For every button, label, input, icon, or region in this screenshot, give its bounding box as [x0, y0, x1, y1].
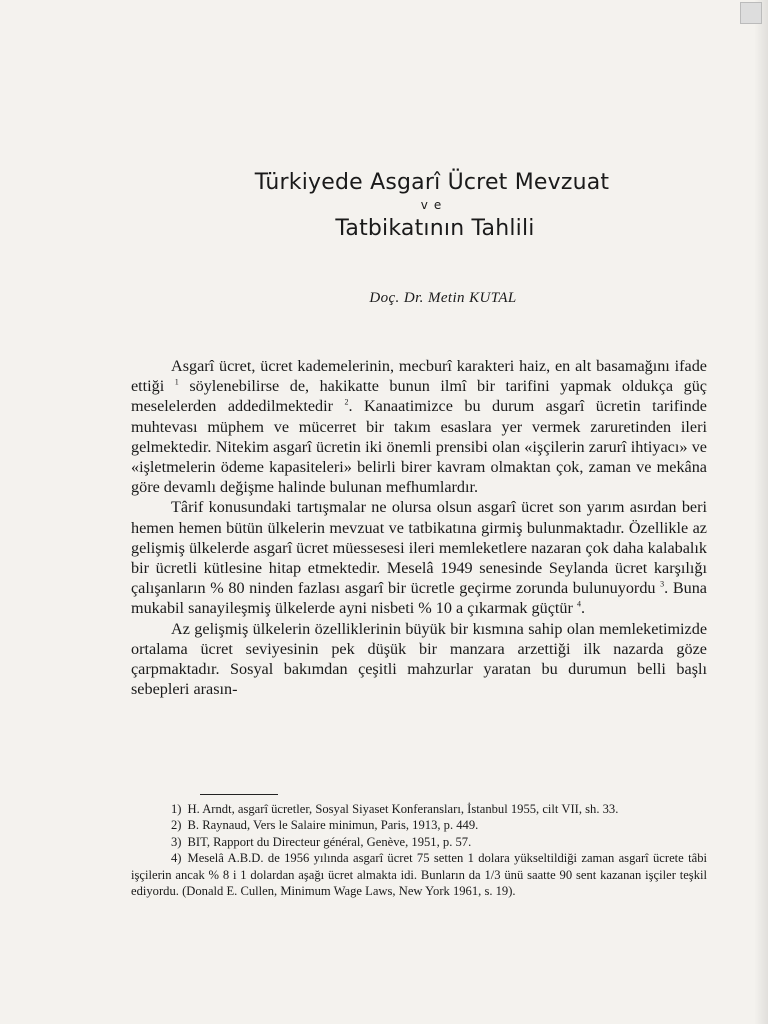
- footnote-reference: 4: [576, 600, 581, 610]
- paragraph-text: Târif konusundaki tartışmalar ne olursa olsun asgarî ücret son yarım asırdan beri hemen hemen bütün ülkelerin mevzuat ve tatbikatına girmiş bulunmaktadır. Özellikle az gelişmiş ülkelerde asgarî ücret müessesesi ileri memleketlere nazaran çok daha kalabalık bir ücretli kütlesine hitap etmektedir. Meselâ 1949 senesinde Seylanda ücret karşılığı çalışanların % 80 ninden fazlası asgarî bir ücretle geçirme zorunda bulunuyordu: [131, 498, 707, 598]
- body-paragraph: [131, 497, 707, 618]
- footnote-divider: [200, 794, 278, 795]
- paragraph-text: Asgarî ücret, ücret kademelerinin, mecburî karakteri haiz, en alt basamağını ifade ettiği: [131, 357, 707, 396]
- article-title: [0, 170, 768, 242]
- author-name: Doç. Dr. Metin KUTAL: [369, 290, 517, 306]
- footnote-number: 4): [171, 851, 182, 866]
- footnote-reference: 2: [344, 398, 349, 408]
- paragraph-text: .: [580, 599, 585, 618]
- footnote-text: BIT, Rapport du Directeur général, Genève, 1951, p. 57.: [187, 834, 472, 849]
- scan-corner-mark: [740, 2, 762, 24]
- footnote: [131, 850, 707, 899]
- paragraph-text: . Kanaatimizce bu durum asgarî ücretin tarifinde muhtevası müphem ve mücerret bir takım esaslara yer vermek zaruretinden ileri gelmektedir. Nitekim asgarî ücretin iki önemli prensibi olan «işçilerin zarurî ihtiyacı» ve «işletmelerin ödeme kapasiteleri» belirli birer kavram olmaktan çok, zaman ve mekâna göre devamlı değişme halinde bulunan mefhumlardır.: [131, 397, 707, 497]
- footnote-number: 1): [171, 802, 182, 816]
- paragraph-text: söylenebilirse de, hakikatte bunun ilmî bir tarifini yapmak oldukça güç meselelerden addedilmektedir: [131, 377, 707, 416]
- footnote-reference: 1: [174, 377, 179, 387]
- footnote-reference: 3: [660, 579, 665, 589]
- footnote-text: B. Raynaud, Vers le Salaire minimun, Paris, 1913, p. 449.: [187, 818, 479, 833]
- title-conjunction: ve: [420, 198, 448, 212]
- title-line-1: Türkiyede Asgarî Ücret Mevzuat: [254, 170, 610, 195]
- article-body: [131, 356, 707, 699]
- paragraph-text: . Buna mukabil sanayileşmiş ülkelerde ayni nisbeti % 10 a çıkarmak güçtür: [131, 579, 707, 618]
- paragraph-text: Az gelişmiş ülkelerin özelliklerinin büyük bir kısmına sahip olan memleketimizde ortalama ücret seviyesinin pek düşük bir manzara arzettiği ilk nazarda göze çarpmaktadır. Sosyal bakımdan çeşitli mahzurlar yaratan bu durumun belli başlı sebepleri arasın-: [131, 619, 707, 699]
- body-paragraph: [131, 619, 707, 700]
- footnote: [131, 801, 707, 817]
- body-paragraph: [131, 356, 707, 497]
- title-line-2: Tatbikatının Tahlili: [335, 216, 535, 241]
- page-edge-shadow: [754, 0, 768, 1024]
- footnote-text: H. Arndt, asgarî ücretler, Sosyal Siyaset Konferansları, İstanbul 1955, cilt VII, sh. 33.: [187, 802, 619, 816]
- footnotes: [131, 801, 707, 899]
- footnote-text: Meselâ A.B.D. de 1956 yılında asgarî ücret 75 setten 1 dolara yükseltildiği zaman asgarî ücrete tâbi işçilerin ancak % 8 i 1 dolardan aşağı ücret almakta idi. Bunların da 1/3 ünü saatte 90 sent kazanan işçiler teşkil ediyordu. (Donald E. Cullen, Minimum Wage Laws, New York 1961, s. 19).: [131, 851, 707, 899]
- footnote: [131, 817, 707, 833]
- footnote: [131, 834, 707, 850]
- footnote-number: 3): [171, 834, 182, 849]
- footnote-number: 2): [171, 818, 182, 833]
